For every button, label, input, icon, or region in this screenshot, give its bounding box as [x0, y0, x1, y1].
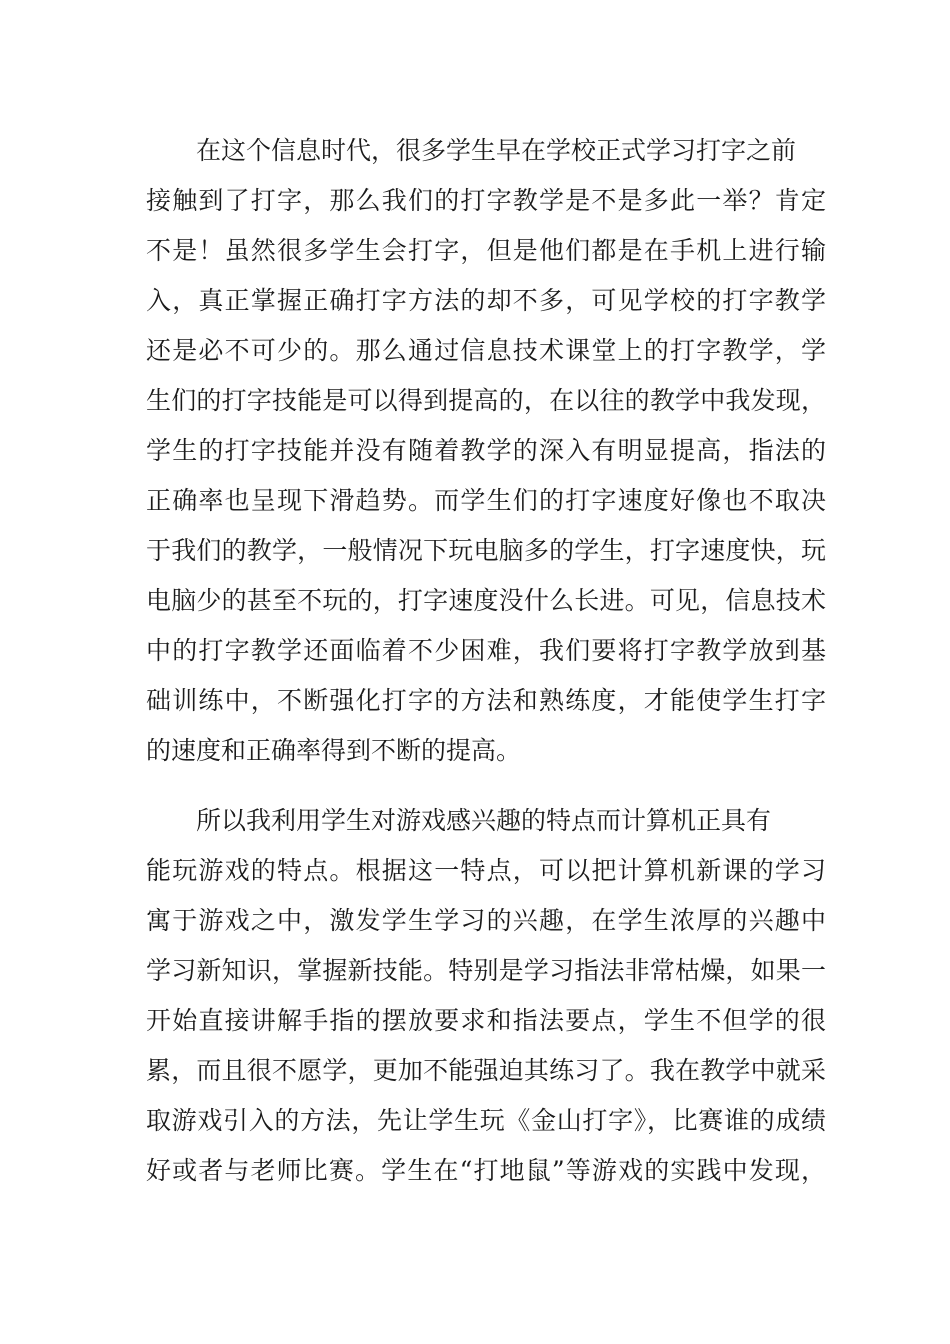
text-line: 入，真正掌握正确打字方法的却不多，可见学校的打字教学: [146, 286, 826, 315]
text-line: 所以我利用学生对游戏感兴趣的特点而计算机正具有: [196, 806, 772, 835]
text-line: 础训练中，不断强化打字的方法和熟练度，才能使学生打字: [146, 686, 826, 715]
text-line: 于我们的教学，一般情况下玩电脑多的学生，打字速度快，玩: [146, 536, 826, 565]
text-line: 学生的打字技能并没有随着教学的深入有明显提高，指法的: [146, 436, 826, 465]
text-line: 取游戏引入的方法，先让学生玩《金山打字》，比赛谁的成绩: [146, 1106, 826, 1135]
text-line: 的速度和正确率得到不断的提高。: [146, 736, 522, 765]
text-line: 中的打字教学还面临着不少困难，我们要将打字教学放到基: [146, 636, 826, 665]
text-line: 正确率也呈现下滑趋势。而学生们的打字速度好像也不取决: [146, 486, 826, 515]
text-line: 学习新知识，掌握新技能。特别是学习指法非常枯燥，如果一: [146, 956, 826, 985]
paragraph-1: [146, 126, 826, 776]
text-line: 能玩游戏的特点。根据这一特点，可以把计算机新课的学习: [146, 856, 826, 885]
text-line: 累，而且很不愿学，更加不能强迫其练习了。我在教学中就采: [146, 1056, 826, 1085]
paragraph-2: [146, 796, 826, 1196]
text-line: 寓于游戏之中，激发学生学习的兴趣，在学生浓厚的兴趣中: [146, 906, 826, 935]
text-line: 生们的打字技能是可以得到提高的，在以往的教学中我发现，: [146, 386, 826, 415]
text-line: 在这个信息时代，很多学生早在学校正式学习打字之前: [196, 136, 797, 165]
text-line: 电脑少的甚至不玩的，打字速度没什么长进。可见，信息技术: [146, 586, 826, 615]
text-line: 还是必不可少的。那么通过信息技术课堂上的打字教学，学: [146, 336, 826, 365]
text-line: 不是！虽然很多学生会打字，但是他们都是在手机上进行输: [146, 236, 826, 265]
text-line: 好或者与老师比赛。学生在“打地鼠”等游戏的实践中发现，: [146, 1156, 826, 1185]
text-line: 接触到了打字，那么我们的打字教学是不是多此一举？肯定: [146, 186, 826, 215]
text-line: 开始直接讲解手指的摆放要求和指法要点，学生不但学的很: [146, 1006, 826, 1035]
